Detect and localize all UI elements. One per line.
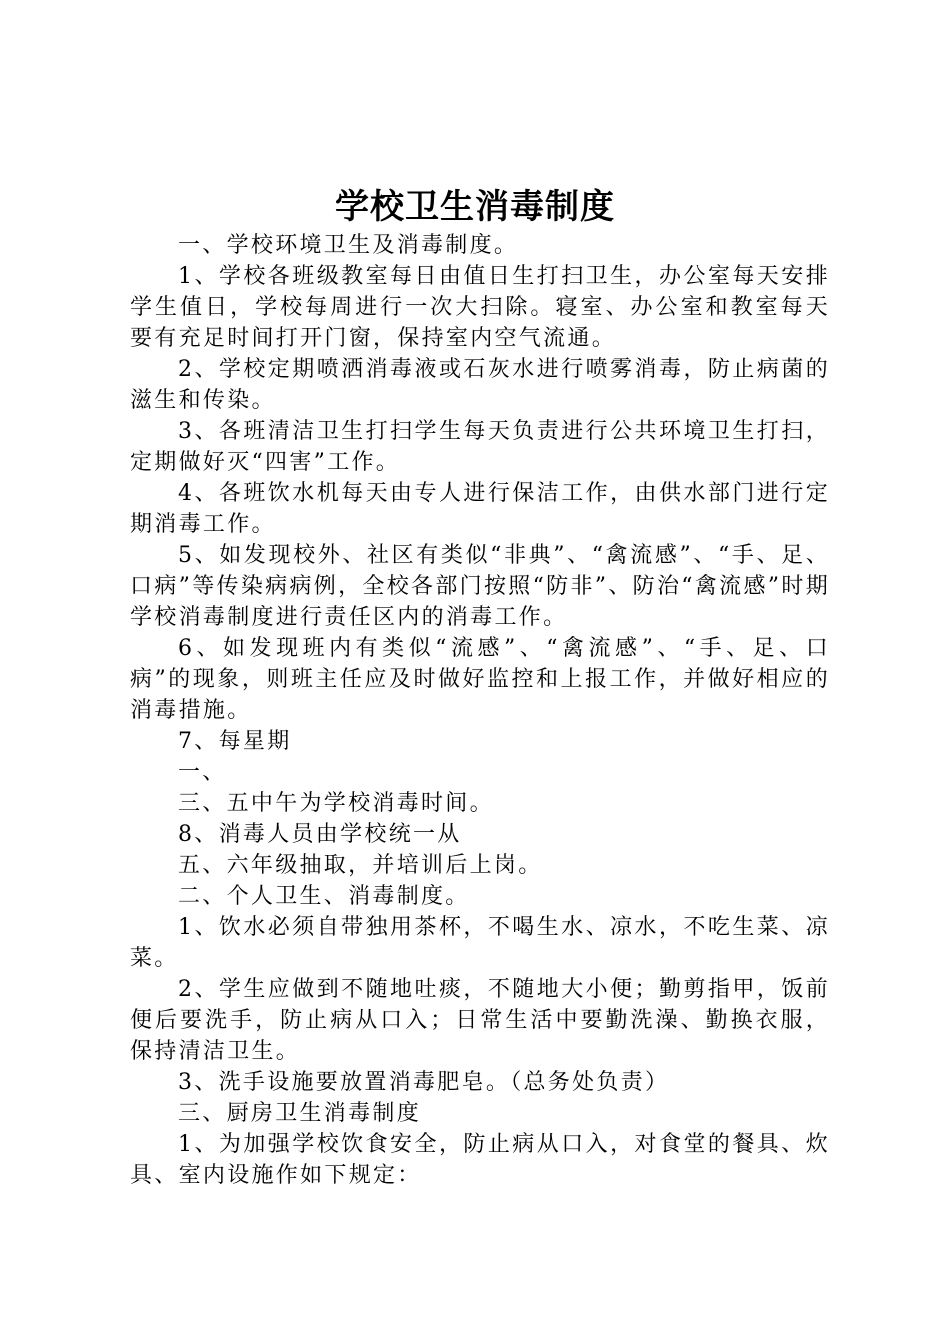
paragraph: 6、如发现班内有类似“流感”、“禽流感”、“手、足、口病”的现象，则班主任应及时做好监控和上报工作，并做好相应的消毒措施。 — [130, 636, 830, 723]
paragraph: 一、学校环境卫生及消毒制度。 — [178, 233, 519, 258]
paragraph: 2、学校定期喷洒消毒液或石灰水进行喷雾消毒，防止病菌的滋生和传染。 — [130, 357, 830, 413]
paragraph: 1、学校各班级教室每日由值日生打扫卫生，办公室每天安排学生值日，学校每周进行一次大扫除。寝室、办公室和教室每天要有充足时间打开门窗，保持室内空气流通。 — [130, 264, 830, 351]
document-title: 学校卫生消毒制度 — [335, 187, 615, 227]
paragraph: 三、五中午为学校消毒时间。 — [178, 791, 494, 816]
paragraph: 5、如发现校外、社区有类似“非典”、“禽流感”、“手、足、口病”等传染病病例，全校各部门按照“防非”、防治“禽流感”时期学校消毒制度进行责任区内的消毒工作。 — [130, 543, 830, 630]
paragraph: 2、学生应做到不随地吐痰，不随地大小便；勤剪指甲，饭前便后要洗手，防止病从口入；日常生活中要勤洗澡、勤换衣服，保持清洁卫生。 — [130, 977, 830, 1064]
paragraph: 3、洗手设施要放置消毒肥皂。（总务处负责） — [178, 1070, 670, 1095]
paragraph: 8、消毒人员由学校统一从 — [178, 822, 462, 847]
paragraph: 二、个人卫生、消毒制度。 — [178, 884, 470, 909]
paragraph: 1、为加强学校饮食安全，防止病从口入，对食堂的餐具、炊具、室内设施作如下规定： — [130, 1132, 830, 1188]
paragraph: 一、 — [178, 760, 227, 785]
paragraph: 7、每星期 — [178, 729, 292, 754]
paragraph: 3、各班清洁卫生打扫学生每天负责进行公共环境卫生打扫，定期做好灭“四害”工作。 — [130, 419, 830, 475]
document-body — [130, 230, 830, 1191]
paragraph: 三、厨房卫生消毒制度 — [178, 1101, 422, 1126]
paragraph: 1、饮水必须自带独用茶杯，不喝生水、凉水，不吃生菜、凉菜。 — [130, 915, 830, 971]
paragraph: 4、各班饮水机每天由专人进行保洁工作，由供水部门进行定期消毒工作。 — [130, 481, 830, 537]
paragraph: 五、六年级抽取，并培训后上岗。 — [178, 853, 543, 878]
